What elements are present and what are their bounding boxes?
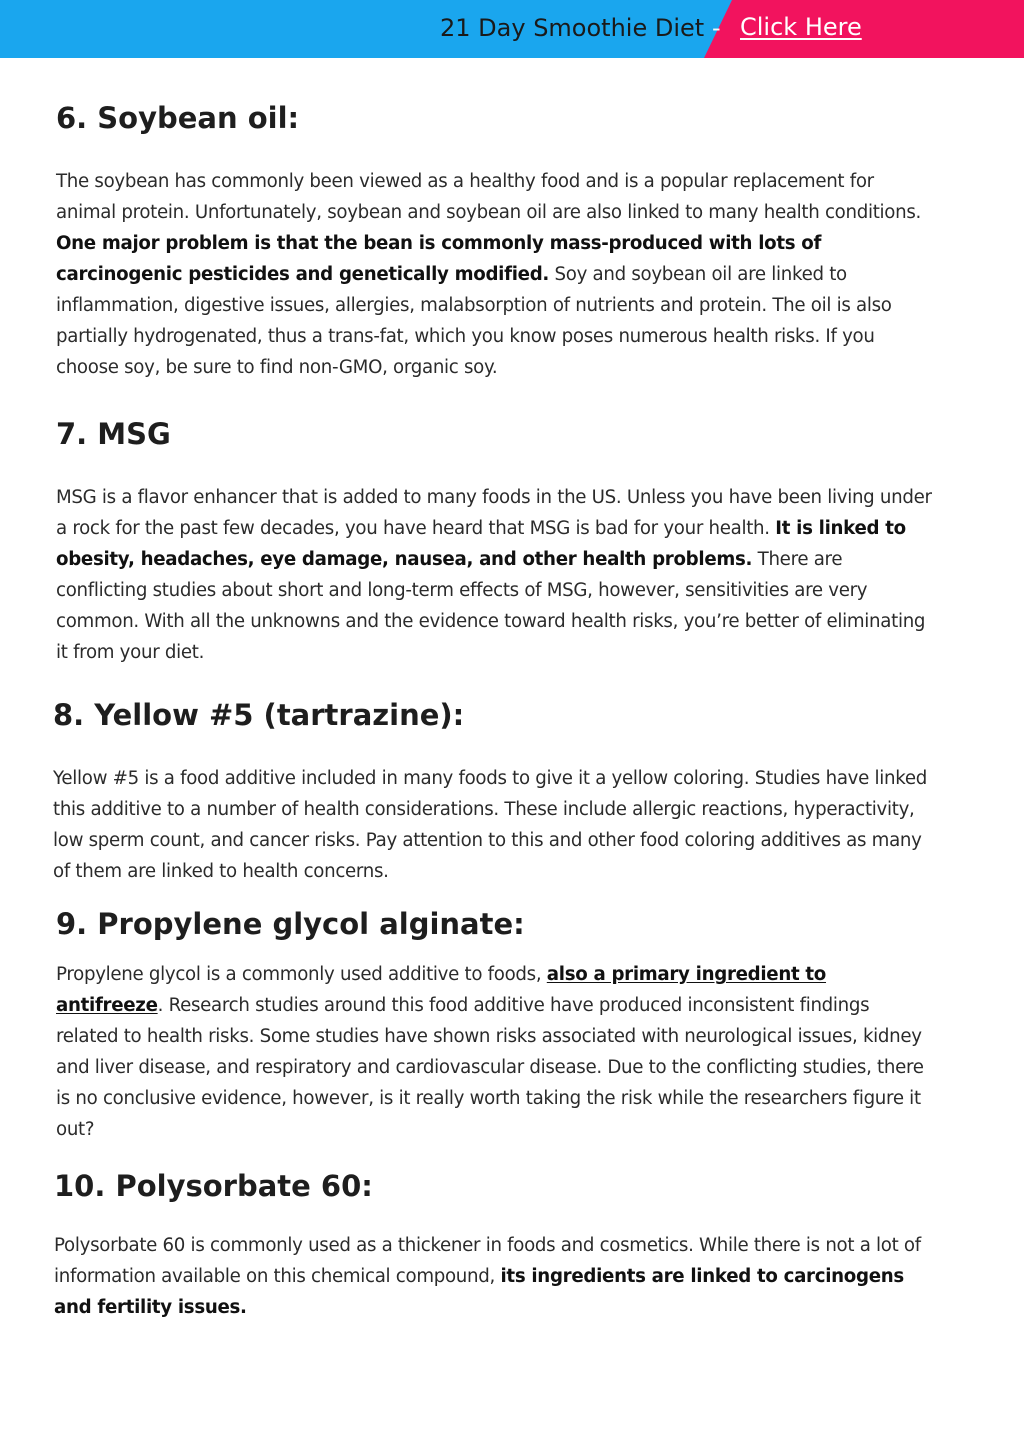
section-propylene-glycol xyxy=(56,906,936,1145)
section-polysorbate-60 xyxy=(54,1168,934,1323)
emphasis-text: One major problem is that the bean is commonly mass-produced with lots of carcinogenic pesticides and genetically modified. xyxy=(56,233,822,285)
section-paragraph: Propylene glycol is a commonly used additive to foods, also a primary ingredient to antifreeze. Research studies around this food additive have produced inconsistent findings related to health risks. Some studies have shown risks associated with neurological issues, kidney and liver disease, and respiratory and cardiovascular disease. Due to the conflicting studies, there is no conclusive evidence, however, is it really worth taking the risk while the researchers figure it out? xyxy=(56,964,924,1140)
emphasis-text: its ingredients are linked to carcinogens and fertility issues. xyxy=(54,1266,904,1318)
section-heading: 7. MSG xyxy=(56,417,171,451)
antifreeze-link[interactable]: also a primary ingredient to antifreeze xyxy=(56,964,827,1016)
section-heading: 9. Propylene glycol alginate: xyxy=(56,907,525,941)
section-paragraph: MSG is a flavor enhancer that is added to many foods in the US. Unless you have been living under a rock for the past few decades, you have heard that MSG is bad for your health. It is linked to obesity, headaches, eye damage, nausea, and other health problems. There are conflicting studies about short and long-term effects of MSG, however, sensitivities are very common. With all the unknowns and the evidence toward health risks, you’re better of eliminating it from your diet. xyxy=(56,487,932,663)
section-paragraph: Yellow #5 is a food additive included in many foods to give it a yellow coloring. Studies have linked this additive to a number of health considerations. These include allergic reactions, hyperactivity, low sperm count, and cancer risks. Pay attention to this and other food coloring additives as many of them are linked to health concerns. xyxy=(53,768,927,882)
section-paragraph: Polysorbate 60 is commonly used as a thickener in foods and cosmetics. While there is not a lot of information available on this chemical compound, its ingredients are linked to carcinogens and fertility issues. xyxy=(54,1235,921,1318)
section-msg xyxy=(56,416,936,668)
section-heading: 10. Polysorbate 60: xyxy=(54,1169,373,1203)
section-paragraph: The soybean has commonly been viewed as a healthy food and is a popular replacement for animal protein. Unfortunately, soybean and soybean oil are also linked to many health conditions. One major problem is that the bean is commonly mass-produced with lots of carcinogenic pesticides and genetically modified. Soy and soybean oil are linked to inflammation, digestive issues, allergies, malabsorption of nutrients and protein. The oil is also partially hydrogenated, thus a trans-fat, which you know poses numerous health risks. If you choose soy, be sure to find non-GMO, organic soy. xyxy=(56,171,922,378)
emphasis-text: It is linked to obesity, headaches, eye damage, nausea, and other health problems. xyxy=(56,518,906,570)
section-yellow-5 xyxy=(53,697,933,887)
section-soybean-oil xyxy=(56,100,936,383)
section-heading: 8. Yellow #5 (tartrazine): xyxy=(53,698,465,732)
banner-separator: - xyxy=(712,14,721,42)
top-banner xyxy=(0,0,1024,58)
section-heading: 6. Soybean oil: xyxy=(56,101,300,135)
banner-title: 21 Day Smoothie Diet xyxy=(440,14,705,42)
click-here-link[interactable]: Click Here xyxy=(740,13,862,41)
